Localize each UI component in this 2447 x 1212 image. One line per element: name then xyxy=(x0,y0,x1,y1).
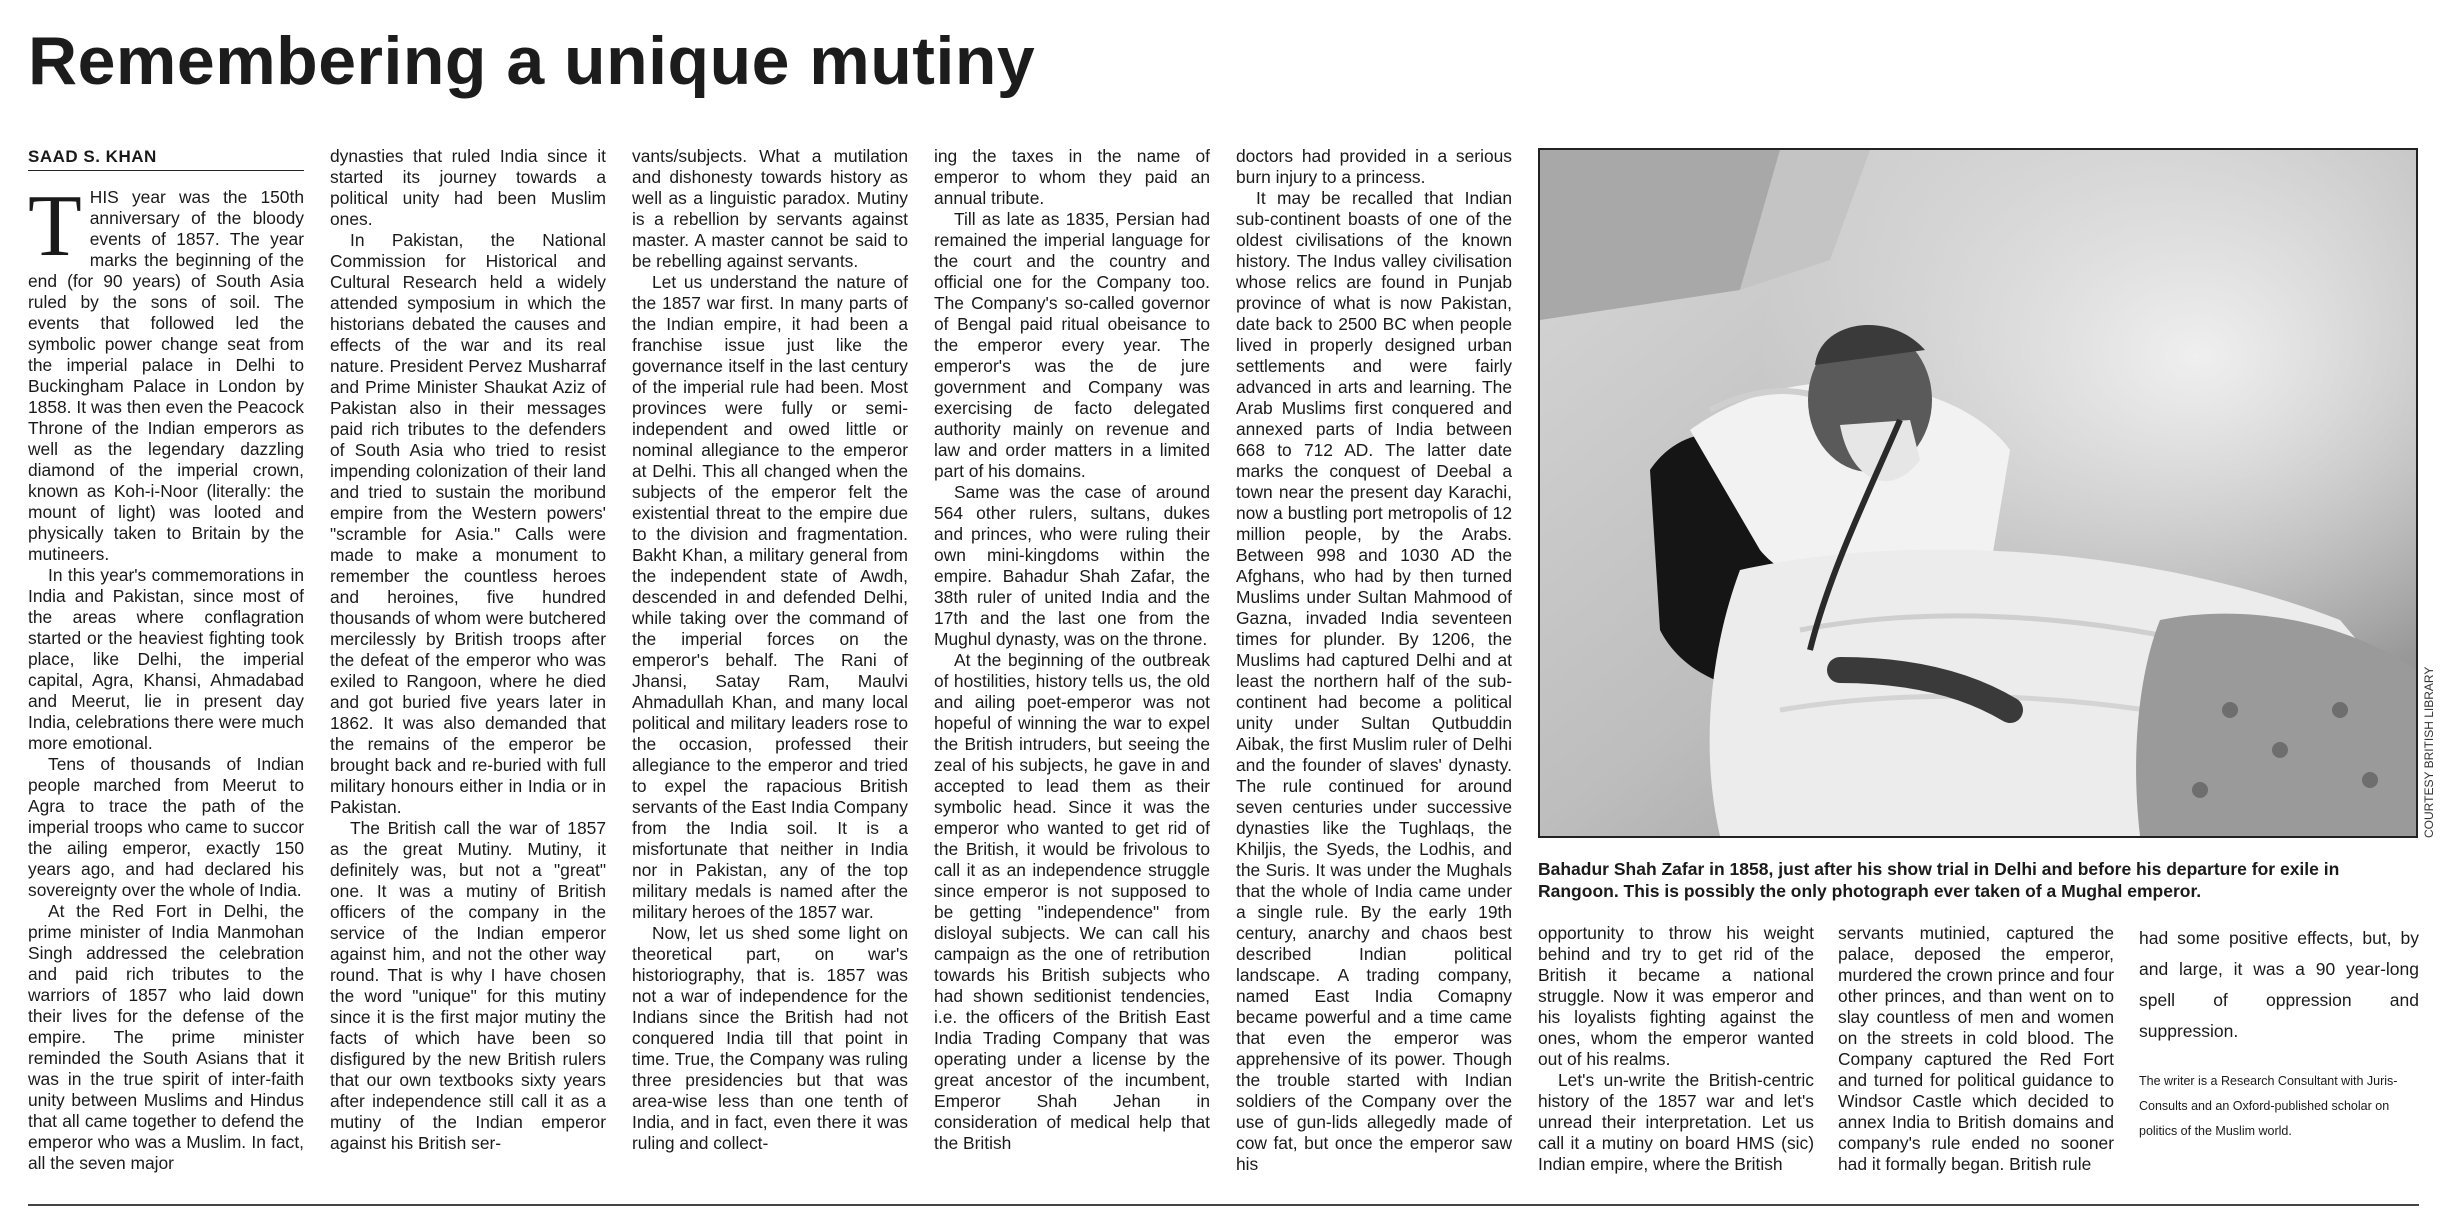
photo-caption: Bahadur Shah Zafar in 1858, just after his show trial in Delhi and before his departure for exile in Rangoon. This is possibly the only photograph ever taken of a Mughal emperor. xyxy=(1538,859,2340,901)
photograph-image xyxy=(1540,150,2416,836)
emperor-photograph xyxy=(1538,148,2418,838)
article-paragraph: Till as late as 1835, Persian had remained the imperial language for the court and the country and official one for the Company too. The Company's so-called governor of Bengal paid ritual obeisance to the emperor every year. The emperor's was the de jure government and Company was exercising de facto delegated authority mainly on revenue and law and order matters in a limited part of his domains. xyxy=(934,209,1210,481)
byline: SAAD S. KHAN xyxy=(28,146,304,171)
article-column-7 xyxy=(1838,923,2114,1175)
photo-credit: COURTESY BRITISH LIBRARY xyxy=(2422,666,2436,838)
article-paragraph: Let us understand the nature of the 1857 war first. In many parts of the Indian empire, it had been a franchise issue just like the governance itself in the last century of the imperial rule had been. Most provinces were fully or semi-independent and owed little or nominal allegiance to the emperor at Delhi. This all changed when the subjects of the emperor felt the existential threat to the empire due to the division and fragmentation. Bakht Khan, a military general from the independent state of Awdh, descended in and defended Delhi, while taking over the command of the imperial forces on the emperor's behalf. The Rani of Jhansi, Satay Ram, Maulvi Ahmadullah Khan, and many local political and military leaders rose to the occasion, professed their allegiance to the emperor and tried to expel the rapacious British servants of the East India Company from the India soil. It is a misfortunate that neither in India nor in Pakistan, any of the top military medals is named after the military heroes of the 1857 war. xyxy=(632,272,908,922)
headline: Remembering a unique mutiny xyxy=(28,23,1036,99)
article-paragraph: Let's un-write the British-centric history of the 1857 war and let's unread their interpretation. Let us call it a mutiny on board HMS (sic) Indian empire, where the British xyxy=(1538,1070,1814,1174)
article-column-4 xyxy=(934,146,1210,1194)
article-column-6 xyxy=(1538,923,1814,1175)
bottom-rule xyxy=(28,1204,2419,1206)
article-paragraph: In this year's commemorations in India and Pakistan, since most of the areas where conflagration started or the heaviest fighting took place, like Delhi, the imperial capital, Agra, Khansi, Ahmadabad and Meerut, lie in present day India, celebrations there were much more emotional. xyxy=(28,565,304,753)
article-paragraph: At the Red Fort in Delhi, the prime minister of India Manmohan Singh addressed the celebration and paid rich tributes to the warriors of 1857 who laid down their lives for the defense of the empire. The prime minister reminded the South Asians that it was in the true spirit of inter-faith unity between Muslims and Hindus that all came together to defend the emperor who was a Muslim. In fact, all the seven major xyxy=(28,901,304,1173)
author-note: The writer is a Research Consultant with Juris-Consults and an Oxford-published scholar on politics of the Muslim world. xyxy=(2139,1074,2398,1138)
article-paragraph: THIS year was the 150th anniversary of the bloody events of 1857. The year marks the beginning of the end (for 90 years) of South Asia ruled by the sons of soil. The events that followed led the symbolic power change seat from the imperial palace in Delhi to Buckingham Palace in London by 1858. It was then even the Peacock Throne of the Indian emperors as well as the legendary dazzling diamond of the imperial crown, known as Koh-i-Noor (literally: the mount of light) was looted and physically taken to Britain by the mutineers. xyxy=(28,178,304,564)
article-paragraph: At the beginning of the outbreak of hostilities, history tells us, the old and ailing poet-emperor was not hopeful of winning the war to expel the British intruders, but seeing the zeal of his subjects, he gave in and accepted to lead them as their symbolic head. Since it was the emperor who wanted to get rid of the British, it would be frivolous to call it as an independence struggle since emperor is not supposed to be getting "independence" from disloyal subjects. We can call his campaign as the one of retribution towards his British subjects who had shown seditionist tendencies, i.e. the officers of the British East India Trading Company that was operating under a license by the great ancestor of the incumbent, Emperor Shah Jehan in consideration of medical help that the British xyxy=(934,650,1210,1153)
article-paragraph: opportunity to throw his weight behind and try to get rid of the British it became a national struggle. Now it was emperor and his loyalists fighting against the ones, whom the emperor wanted out of his realms. xyxy=(1538,923,1814,1069)
article-paragraph: servants mutinied, captured the palace, deposed the emperor, murdered the crown prince and four other princes, and than went on to slay countless of men and women on the streets in cold blood. The Company captured the Red Fort and turned for political guidance to Windsor Castle which decided to annex India to British domains and company's rule ended no sooner had it formally began. British rule xyxy=(1838,923,2114,1174)
article-paragraph: vants/subjects. What a mutilation and dishonesty towards history as well as a linguistic paradox. Mutiny is a rebellion by servants against master. A master cannot be said to be rebelling against servants. xyxy=(632,146,908,271)
article-paragraph: ing the taxes in the name of emperor to whom they paid an annual tribute. xyxy=(934,146,1210,208)
article-paragraph: Tens of thousands of Indian people marched from Meerut to Agra to trace the path of the imperial troops who came to succor the ailing emperor, exactly 150 years ago, and had declared his sovereignty over the whole of India. xyxy=(28,754,304,900)
article-paragraph: Now, let us shed some light on theoretical part, on war's historiography, that is. 1857 was not a war of independence for the Indians since the British had not conquered India till that point in time. True, the Company was ruling three presidencies but that was area-wise less than one tenth of India, and in fact, even there it was ruling and collect- xyxy=(632,923,908,1153)
article-column-2 xyxy=(330,146,606,1194)
drop-cap: T xyxy=(28,178,82,275)
article-column-5 xyxy=(1236,146,1512,1194)
article-paragraph: had some positive effects, but, by and large, it was a 90 year-long spell of oppression and suppression. xyxy=(2139,928,2419,1041)
article-paragraph: The British call the war of 1857 as the great Mutiny. Mutiny, it definitely was, but not a "great" one. It was a mutiny of British officers of the company in the service of the Indian emperor against him, and not the other way round. That is why I have chosen the word "unique" for this mutiny since it is the first major mutiny the facts of which have been so disfigured by the new British rulers that our own textbooks sixty years after independence still call it as a mutiny of the Indian emperor against his British ser- xyxy=(330,818,606,1153)
article-column-1 xyxy=(28,146,304,1194)
article-paragraph: Same was the case of around 564 other rulers, sultans, dukes and princes, who were ruling their own mini-kingdoms within the empire. Bahadur Shah Zafar, the 38th ruler of united India and the 17th and the last one from the Mughul dynasty, was on the throne. xyxy=(934,482,1210,649)
article-column-8 xyxy=(2139,923,2419,1144)
article-column-3 xyxy=(632,146,908,1194)
article-paragraph: doctors had provided in a serious burn injury to a princess. xyxy=(1236,146,1512,187)
article-paragraph: It may be recalled that Indian sub-continent boasts of one of the oldest civilisations of the known history. The Indus valley civilisation whose relics are found in Punjab province of what is now Pakistan, date back to 2500 BC when people lived in properly designed urban settlements and were fairly advanced in arts and learning. The Arab Muslims first conquered and annexed parts of India between 668 to 712 AD. The latter date marks the conquest of Deebal a town near the present day Karachi, now a bustling port metropolis of 12 million people, by the Arabs. Between 998 and 1030 AD the Afghans, who had by then turned Muslims under Sultan Mahmood of Gazna, invaded India seventeen times for plunder. By 1206, the Muslims had captured Delhi and at least the northern half of the sub-continent had become a political unity under Sultan Qutbuddin Aibak, the first Muslim ruler of Delhi and the founder of slaves' dynasty. The rule continued for around seven centuries under successive dynasties like the Tughlaqs, the Khiljis, the Syeds, the Lodhis, and the Suris. It was under the Mughals that the whole of India came under a single rule. By the early 19th century, anarchy and chaos best described Indian political landscape. A trading company, named East India Comapny became powerful and a time came that even the emperor was apprehensive of its power. Though the trouble started with Indian soldiers of the Company over the use of gun-lids allegedly made of cow fat, but once the emperor saw his xyxy=(1236,188,1512,1174)
article-paragraph: dynasties that ruled India since it started its journey towards a political unity had been Muslim ones. xyxy=(330,146,606,229)
article-paragraph: In Pakistan, the National Commission for Historical and Cultural Research held a widely attended symposium in which the historians debated the causes and effects of the war and its real nature. President Pervez Musharraf and Prime Minister Shaukat Aziz of Pakistan also in their messages paid rich tributes to the defenders of South Asia who tried to resist impending colonization of their land and tried to sustain the moribund empire from the Western powers' "scramble for Asia." Calls were made to make a monument to remember the countless heroes and heroines, five hundred thousands of whom were butchered mercilessly by British troops after the defeat of the emperor who was exiled to Rangoon, where he died and got buried five years later in 1862. It was also demanded that the remains of the emperor be brought back and re-buried with full military honours either in India or in Pakistan. xyxy=(330,230,606,817)
